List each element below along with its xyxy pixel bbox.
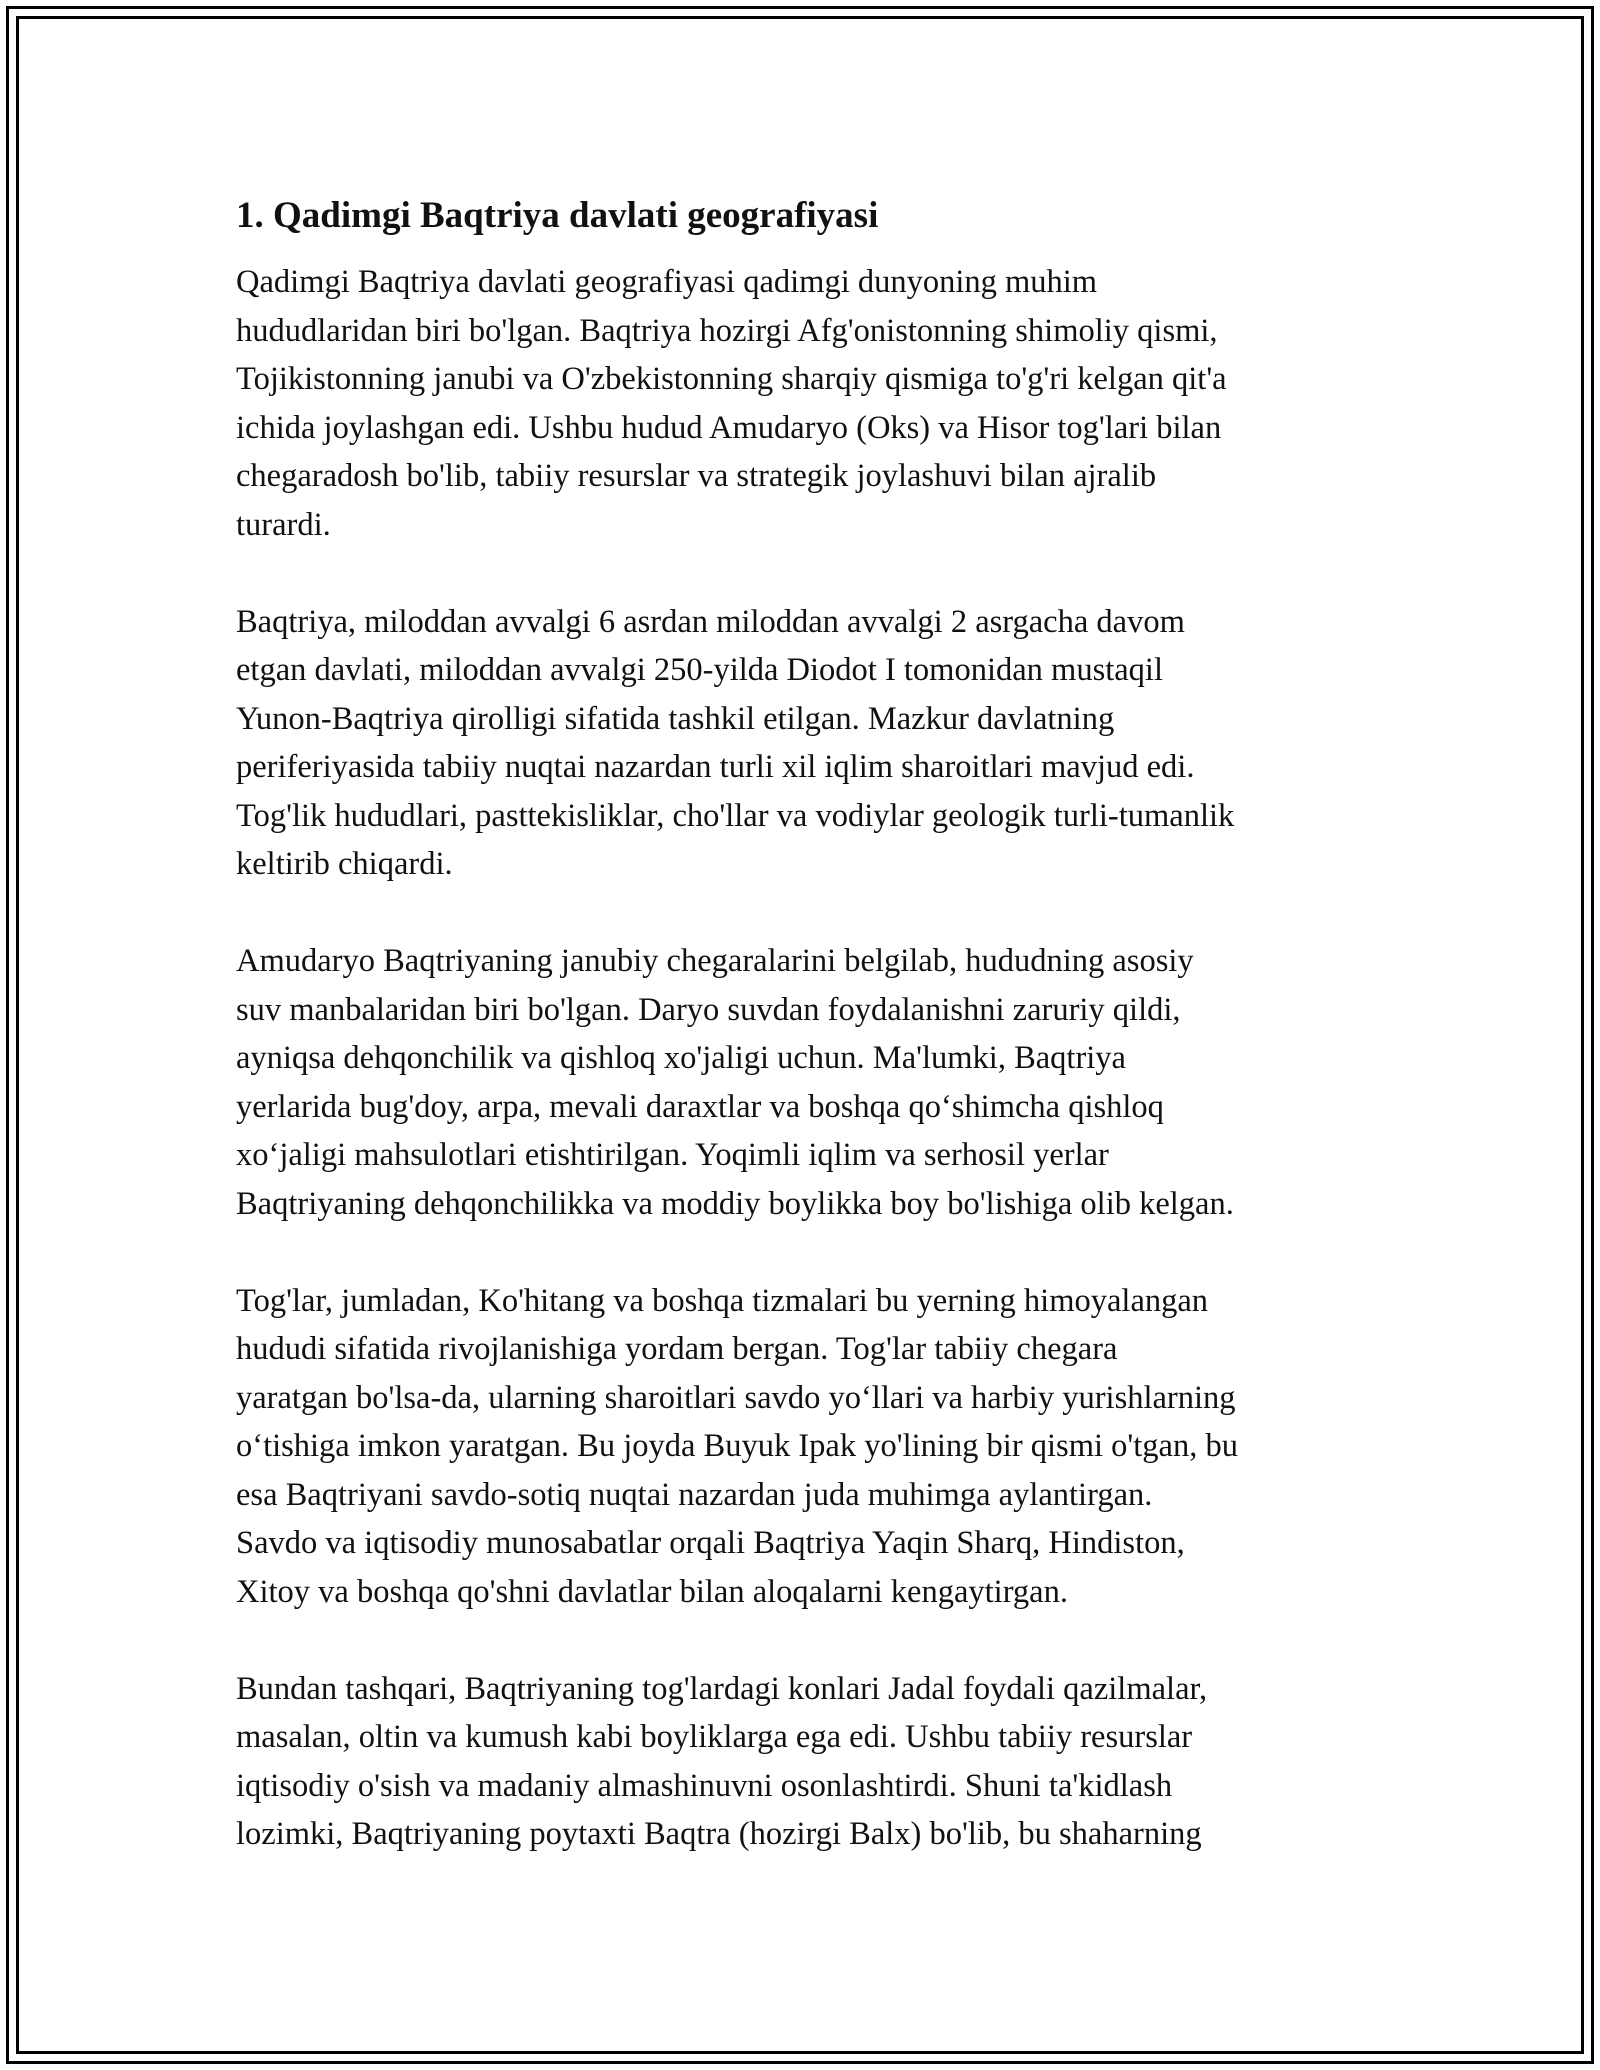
paragraph-4: Tog'lar, jumladan, Ko'hitang va boshqa tizmalari bu yerning himoyalangan hududi sifatida rivojlanishiga yordam bergan. Tog'lar tabiiy chegara yaratgan bo'lsa-da, ularning sharoitlari savdo yo‘llari va harbiy yurishlarning o‘tishiga imkon yaratgan. Bu joyda Buyuk Ipak yo'lining bir qismi o'tgan, bu esa Baqtriyani savdo-sotiq nuqtai nazardan juda muhimga aylantirgan. Savdo va iqtisodiy munosabatlar orqali Baqtriya Yaqin Sharq, Hindiston, Xitoy va boshqa qo'shni davlatlar bilan aloqalarni kengaytirgan. — [236, 1282, 1238, 1610]
paragraph-2: Baqtriya, miloddan avvalgi 6 asrdan miloddan avvalgi 2 asrgacha davom etgan davlati, miloddan avvalgi 250-yilda Diodot I tomonidan mustaqil Yunon-Baqtriya qirolligi sifatida tashkil etilgan. Mazkur davlatning periferiyasida tabiiy nuqtai nazardan turli xil iqlim sharoitlari mavjud edi. Tog'lik hududlari, pasttekisliklar, cho'llar va vodiylar geologik turli-tumanlik keltirib chiqardi. — [236, 603, 1235, 882]
paragraph-1: Qadimgi Baqtriya davlati geografiyasi qadimgi dunyoning muhim hududlaridan biri bo'lgan. Baqtriya hozirgi Afg'onistonning shimoliy qismi, Tojikistonning janubi va O'zbekistonning sharqiy qismiga to'g'ri kelgan qit'a ichida joylashgan edi. Ushbu hudud Amudaryo (Oks) va Hisor tog'lari bilan chegaradosh bo'lib, tabiiy resurslar va strategik joylashuvi bilan ajralib turardi. — [236, 264, 1227, 543]
paragraph-3: Amudaryo Baqtriyaning janubiy chegaralarini belgilab, hududning asosiy suv manbalaridan biri bo'lgan. Daryo suvdan foydalanishni zaruriy qildi, ayniqsa dehqonchilik va qishloq xo'jaligi uchun. Ma'lumki, Baqtriya yerlarida bug'doy, arpa, mevali daraxtlar va boshqa qo‘shimcha qishloq xo‘jaligi mahsulotlari etishtirilgan. Yoqimli iqlim va serhosil yerlar Baqtriyaning dehqonchilikka va moddiy boylikka boy bo'lishiga olib kelgan. — [236, 943, 1234, 1222]
section-heading: 1. Qadimgi Baqtriya davlati geografiyasi — [236, 195, 879, 236]
paragraph-5: Bundan tashqari, Baqtriyaning tog'lardagi konlari Jadal foydali qazilmalar, masalan, oltin va kumush kabi boyliklarga ega edi. Ushbu tabiiy resurslar iqtisodiy o'sish va madaniy almashinuvni osonlashtirdi. Shuni ta'kidlash lozimki, Baqtriyaning poytaxti Baqtra (hozirgi Balx) bo'lib, bu shaharning — [236, 1670, 1208, 1852]
document-page — [236, 188, 1376, 1907]
